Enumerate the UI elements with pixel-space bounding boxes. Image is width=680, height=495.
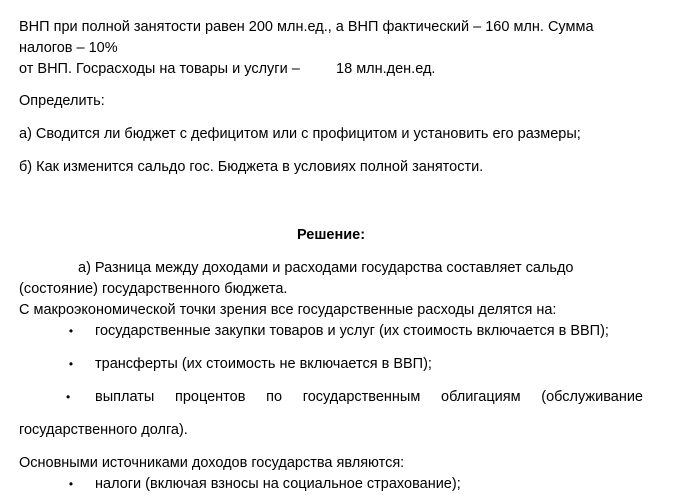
list-item (19, 321, 643, 342)
list-item-text: выплаты процентов по государственным облигациям (обслуживание (95, 389, 643, 405)
spending-item-continuation: государственного долга). (19, 422, 188, 438)
task-line-1: ВНП при полной занятости равен 200 млн.ед., а ВНП фактический – 160 млн. Сумма налогов – 10% (19, 19, 594, 56)
bullet-icon: • (68, 324, 74, 338)
solution-paragraph-a: а) Разница между доходами и расходами государства составляет сальдо (состояние) государственного бюджета. (19, 260, 574, 297)
task-line-2: от ВНП. Госрасходы на товары и услуги – 18 млн.ден.ед. (19, 61, 436, 77)
income-list (19, 474, 643, 495)
list-item (19, 474, 643, 495)
list-item-text: налоги (включая взносы на социальное страхование); (95, 476, 461, 492)
bullet-icon: • (66, 390, 71, 404)
list-item-text: трансферты (их стоимость не включается в ВВП); (95, 356, 432, 372)
question-b: б) Как изменится сальдо гос. Бюджета в условиях полной занятости. (19, 159, 484, 175)
bullet-icon: • (68, 357, 74, 371)
spending-intro: С макроэкономической точки зрения все государственные расходы делятся на: (19, 302, 557, 318)
income-intro: Основными источниками доходов государства являются: (19, 455, 405, 471)
solution-heading: Решение: (296, 227, 366, 243)
determine-label: Определить: (19, 93, 105, 109)
list-item (19, 387, 643, 408)
list-item (19, 354, 643, 375)
spending-list (19, 321, 643, 408)
bullet-icon: • (68, 477, 74, 491)
question-a: а) Сводится ли бюджет с дефицитом или с профицитом и установить его размеры; (19, 126, 581, 142)
list-item-text: государственные закупки товаров и услуг (их стоимость включается в ВВП); (95, 323, 609, 339)
document-page (19, 17, 643, 495)
